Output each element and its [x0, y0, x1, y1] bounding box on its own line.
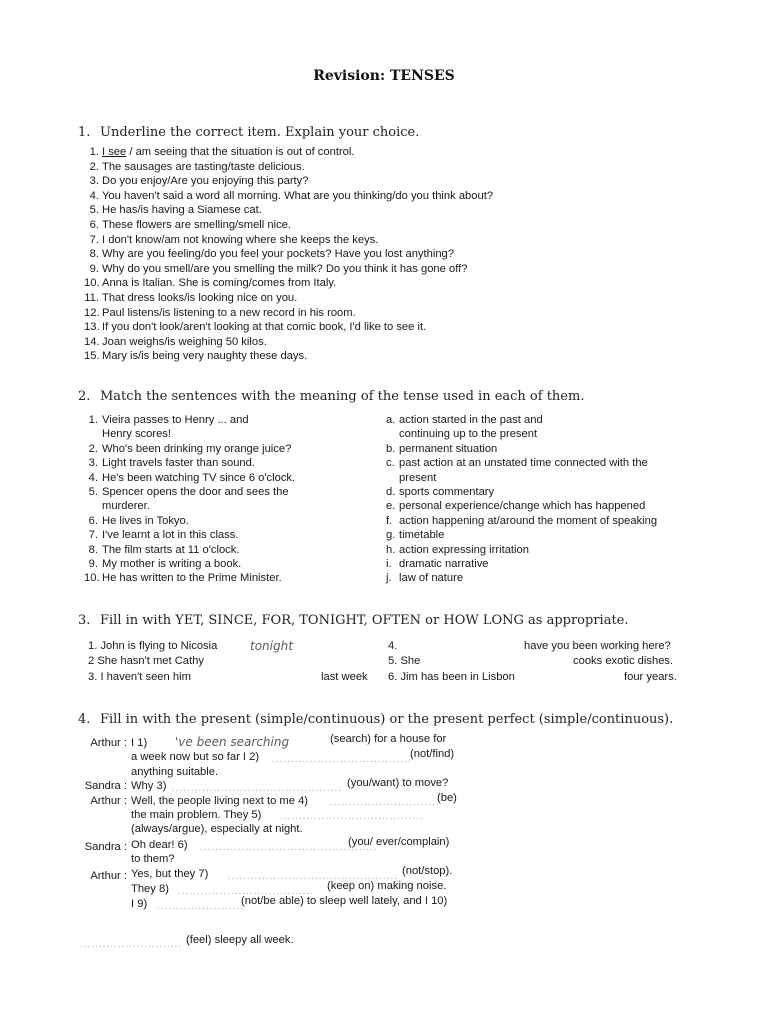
- item-letter: h.: [386, 543, 396, 556]
- speaker-arthur: Arthur :: [90, 737, 127, 749]
- blank-line: .......................: [157, 901, 244, 912]
- item-number: 4.: [88, 471, 98, 484]
- dialogue-text: (always/argue), especially at night.: [131, 823, 303, 835]
- list-item: [84, 174, 493, 189]
- sentence-item: [88, 499, 358, 513]
- exercise-number: 3.: [78, 613, 91, 628]
- speaker-sandra: Sandra :: [84, 780, 127, 792]
- list-item: [84, 335, 493, 350]
- item-number: 12.: [84, 306, 100, 319]
- item-text: sports commentary: [399, 486, 495, 499]
- item-text: These flowers are smelling/smell nice.: [102, 218, 292, 231]
- verb-hint: (search) for a house for: [330, 733, 447, 745]
- list-item: [84, 247, 493, 262]
- item-text: Anna is Italian. She is coming/comes from Italy.: [102, 277, 337, 290]
- meaning-item: [386, 514, 706, 528]
- fill-item-1: 1. John is flying to Nicosia: [88, 640, 218, 652]
- item-text: The film starts at 11 o'clock.: [102, 543, 240, 556]
- item-letter: g.: [386, 529, 396, 542]
- item-letter: d.: [386, 486, 396, 499]
- item-letter: c.: [386, 457, 395, 470]
- item-text: Henry scores!: [102, 428, 172, 441]
- item-text: Spencer opens the door and sees the: [102, 486, 289, 499]
- meaning-item: [386, 543, 706, 557]
- meaning-item: [386, 413, 706, 427]
- item-letter: e.: [386, 500, 396, 513]
- item-number: 9.: [88, 558, 98, 571]
- item-text: My mother is writing a book.: [102, 558, 242, 571]
- item-text: dramatic narrative: [399, 558, 489, 571]
- item-number: 7.: [88, 529, 98, 542]
- handwritten-answer: tonight: [250, 639, 293, 653]
- item-number: 13.: [84, 321, 100, 334]
- item-text: He's been watching TV since 6 o'clock.: [102, 471, 296, 484]
- blank-line: .....................................: [272, 754, 412, 765]
- exercise-number: 4.: [78, 712, 91, 727]
- item-text: Do you enjoy/Are you enjoying this party?: [102, 175, 309, 188]
- item-letter: j.: [386, 572, 392, 585]
- list-item: [84, 218, 493, 233]
- fill-item-5-start: 5. She: [388, 655, 421, 667]
- item-text: The sausages are tasting/taste delicious.: [102, 160, 305, 173]
- item-text: action happening at/around the moment of speaking: [399, 514, 658, 527]
- item-text: timetable: [399, 529, 445, 542]
- dialogue-text: Yes, but they 7): [131, 868, 209, 880]
- fill-item-2: 2 She hasn't met Cathy: [88, 655, 204, 667]
- verb-hint: (not/stop).: [402, 865, 453, 877]
- verb-hint: (not/be able) to sleep well lately, and I 10): [241, 895, 448, 907]
- dialogue-text: a week now but so far I 2): [131, 751, 260, 763]
- meaning-item: [386, 528, 706, 542]
- item-text: Who's been drinking my orange juice?: [102, 442, 292, 455]
- meaning-item: [386, 557, 706, 571]
- fill-item-6-text: four years.: [624, 671, 677, 683]
- item-text: Why are you feeling/do you feel your pockets? Have you lost anything?: [102, 248, 454, 261]
- list-item: [84, 233, 493, 248]
- sentence-item: [88, 514, 358, 528]
- item-number: 8.: [88, 543, 98, 556]
- item-text: / am seeing that the situation is out of control.: [126, 146, 355, 158]
- meaning-item: [386, 427, 706, 441]
- item-number: 6.: [88, 514, 98, 527]
- item-number: 7.: [89, 233, 99, 246]
- item-text: Paul listens/is listening to a new record in his room.: [102, 306, 356, 319]
- item-text: action started in the past and: [399, 414, 543, 426]
- item-number: 10.: [84, 572, 100, 585]
- sentence-item: [84, 571, 358, 585]
- item-text: murderer.: [102, 500, 150, 513]
- meaning-item: [386, 456, 706, 470]
- exercise-4-heading: [78, 712, 673, 727]
- sentence-item: [88, 543, 358, 557]
- verb-hint: (be): [437, 792, 457, 804]
- dialogue-text: the main problem. They 5): [131, 809, 262, 821]
- meaning-item: [386, 571, 706, 585]
- list-item: [84, 320, 493, 335]
- exercise-1-list: [84, 145, 493, 364]
- fill-item-3-end: last week: [321, 671, 368, 683]
- item-number: 10.: [84, 277, 100, 290]
- sentences-column: [84, 413, 358, 586]
- dialogue-text: I 1): [131, 737, 148, 749]
- item-number: 11.: [84, 291, 99, 304]
- item-number: 1.: [88, 414, 98, 426]
- sentence-item: [88, 413, 358, 427]
- item-number: 3.: [89, 175, 99, 188]
- meanings-column: [386, 413, 706, 586]
- item-letter: f.: [386, 514, 393, 527]
- sentence-item: [88, 471, 358, 485]
- dialogue-text: I 9): [131, 898, 148, 910]
- blank-line: ....................................: [178, 886, 315, 897]
- item-text: I don't know/am not knowing where she keeps the keys.: [102, 233, 379, 246]
- meaning-item: [386, 471, 706, 485]
- exercise-1-heading: [78, 125, 419, 140]
- item-text: He has/is having a Siamese cat.: [102, 204, 262, 217]
- item-number: 5.: [89, 204, 99, 217]
- verb-hint: (you/ ever/complain): [348, 836, 450, 848]
- item-text: Joan weighs/is weighing 50 kilos.: [102, 335, 267, 348]
- sentence-item: [88, 442, 358, 456]
- speaker-arthur: Arthur :: [90, 870, 127, 882]
- speaker-arthur: Arthur :: [90, 795, 127, 807]
- dialogue-text: anything suitable.: [131, 766, 219, 778]
- exercise-instruction: Fill in with the present (simple/continuous) or the present perfect (simple/continuous).: [100, 712, 674, 727]
- item-text: He has written to the Prime Minister.: [102, 572, 282, 585]
- fill-item-6-start: 6. Jim has been in Lisbon: [388, 671, 515, 683]
- sentence-item: [88, 528, 358, 542]
- item-text: I've learnt a lot in this class.: [102, 529, 239, 542]
- dialogue-text: to them?: [131, 853, 175, 865]
- dialogue-text: They 8): [131, 883, 169, 895]
- item-text: permanent situation: [399, 442, 498, 455]
- item-number: 3.: [88, 457, 98, 470]
- list-item: [84, 276, 493, 291]
- list-item: [84, 189, 493, 204]
- item-text: past action at an unstated time connected with the: [399, 457, 648, 470]
- meaning-item: [386, 485, 706, 499]
- item-text: He lives in Tokyo.: [102, 514, 189, 527]
- exercise-instruction: Match the sentences with the meaning of the tense used in each of them.: [100, 389, 585, 404]
- dialogue-text: Well, the people living next to me 4): [131, 795, 309, 807]
- meaning-item: [386, 499, 706, 513]
- item-text: That dress looks/is looking nice on you.: [102, 291, 298, 304]
- fill-item-4-text: have you been working here?: [524, 640, 671, 652]
- blank-line: .............................: [330, 797, 440, 808]
- sentence-item: [88, 456, 358, 470]
- item-text: continuing up to the present: [399, 428, 538, 441]
- item-text: Light travels faster than sound.: [102, 457, 255, 470]
- verb-hint: (you/want) to move?: [347, 777, 449, 789]
- dialogue-text: Oh dear! 6): [131, 839, 188, 851]
- verb-hint: (not/find): [410, 748, 455, 760]
- blank-line: ...............................................: [200, 842, 378, 853]
- list-item: [84, 203, 493, 218]
- item-letter: b.: [386, 442, 396, 455]
- exercise-number: 1.: [78, 125, 91, 140]
- item-number: 5.: [88, 486, 98, 499]
- item-number: 9.: [89, 262, 99, 275]
- sentence-item: [88, 557, 358, 571]
- item-text: Why do you smell/are you smelling the milk? Do you think it has gone off?: [102, 262, 468, 275]
- exercise-2-heading: [78, 389, 584, 404]
- sentence-item: [88, 485, 358, 499]
- item-number: 4.: [89, 189, 99, 202]
- meaning-item: [386, 442, 706, 456]
- fill-item-5-text: cooks exotic dishes.: [573, 655, 674, 667]
- item-text: You haven't said a word all morning. What are you thinking/do you think about?: [102, 189, 494, 202]
- underlined-answer: I see: [102, 146, 127, 158]
- list-item: [84, 262, 493, 277]
- item-text: Mary is/is being very naughty these days.: [102, 350, 308, 363]
- exercise-instruction: Fill in with YET, SINCE, FOR, TONIGHT, OFTEN or HOW LONG as appropriate.: [100, 613, 629, 628]
- item-letter: a.: [386, 414, 396, 426]
- item-text: If you don't look/aren't looking at that comic book, I'd like to see it.: [102, 321, 427, 334]
- list-item: [84, 145, 493, 160]
- blank-line: ......................................: [280, 811, 424, 822]
- list-item: [84, 160, 493, 175]
- verb-hint: (feel) sleepy all week.: [186, 934, 294, 946]
- fill-item-3: 3. I haven't seen him: [88, 671, 191, 683]
- item-text: Vieira passes to Henry ... and: [102, 414, 249, 426]
- speaker-sandra: Sandra :: [84, 841, 127, 853]
- list-item: [84, 306, 493, 321]
- item-number: 2.: [88, 442, 98, 455]
- item-text: present: [399, 471, 437, 484]
- item-text: action expressing irritation: [399, 543, 529, 556]
- item-letter: i.: [386, 558, 392, 571]
- item-text: personal experience/change which has happened: [399, 500, 646, 513]
- item-number: 14.: [84, 335, 100, 348]
- item-number: 8.: [89, 248, 99, 261]
- blank-line: ...........................: [80, 939, 183, 950]
- handwritten-answer: 've been searching: [175, 735, 290, 749]
- list-item: [84, 291, 493, 306]
- exercise-instruction: Underline the correct item. Explain your choice.: [100, 125, 420, 140]
- exercise-3-heading: [78, 613, 629, 628]
- dialogue-text: Why 3): [131, 780, 167, 792]
- item-number: 2.: [89, 160, 99, 173]
- item-number: 1.: [89, 146, 99, 158]
- item-text: law of nature: [399, 572, 464, 585]
- verb-hint: (keep on) making noise.: [327, 880, 447, 892]
- blank-line: .............................................: [172, 783, 343, 794]
- sentence-item: [88, 427, 358, 441]
- item-number: 6.: [89, 218, 99, 231]
- fill-item-4-number: 4.: [388, 640, 398, 652]
- exercise-number: 2.: [78, 389, 91, 404]
- list-item: [84, 349, 493, 364]
- item-number: 15.: [84, 350, 100, 363]
- page-title: Revision: TENSES: [313, 68, 455, 84]
- blank-line: .............................................: [228, 871, 399, 882]
